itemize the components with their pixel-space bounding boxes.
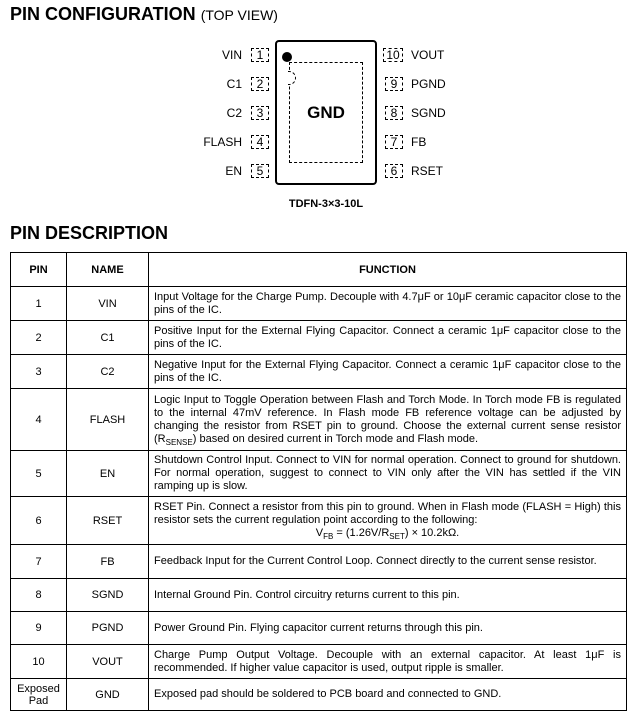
name-cell: C2 (67, 355, 149, 389)
name-cell: RSET (67, 497, 149, 545)
function-text: RSET Pin. Connect a resistor from this pin to ground. When in Flash mode (FLASH = High) this resistor sets the current regulation point according to the following: (154, 501, 621, 526)
name-cell: SGND (67, 579, 149, 612)
pin-configuration-title (10, 4, 278, 25)
pin-configuration-subtitle: (TOP VIEW) (200, 7, 278, 23)
table-row (11, 497, 627, 545)
pin-cell: 10 (11, 645, 67, 679)
pin-cell: 2 (11, 321, 67, 355)
name-cell: FLASH (67, 389, 149, 451)
function-subscript: SENSE (165, 437, 193, 447)
table-row (11, 679, 627, 711)
name-cell: VIN (67, 287, 149, 321)
pin-name-c2: C2 (226, 106, 242, 120)
eq-part-a: V (315, 527, 324, 539)
table-row (11, 321, 627, 355)
pin-name-flash: FLASH (203, 135, 242, 149)
pin-box-4: 4 (251, 135, 269, 149)
table-row (11, 451, 627, 497)
pin-box-5: 5 (251, 164, 269, 178)
eq-part-c: ) × 10.2kΩ. (404, 527, 460, 539)
function-cell: Input Voltage for the Charge Pump. Decouple with 4.7μF or 10μF ceramic capacitor close to the pins of the IC. (149, 287, 627, 321)
pin-name-fb: FB (411, 135, 427, 149)
pin-box-2: 2 (251, 77, 269, 91)
pin-cell: 9 (11, 612, 67, 645)
table-row (11, 389, 627, 451)
eq-sub-fb: FB (323, 532, 334, 542)
name-cell: VOUT (67, 645, 149, 679)
eq-part-b: = (1.26V/R (333, 527, 390, 539)
exposed-pad-label: GND (307, 103, 345, 122)
function-cell: Shutdown Control Input. Connect to VIN for normal operation. Connect to ground for shutdown. For normal operation, suggest to connect to VIN only after the VIN has settled if the VIN ramping up is slow. (149, 451, 627, 497)
pin-cell: 7 (11, 545, 67, 579)
name-cell: PGND (67, 612, 149, 645)
function-cell: Internal Ground Pin. Control circuitry returns current to this pin. (149, 579, 627, 612)
function-cell: Negative Input for the External Flying Capacitor. Connect a ceramic 1μF capacitor close to the pins of the IC. (149, 355, 627, 389)
pin-name-c1: C1 (226, 77, 242, 91)
exposed-pad (289, 62, 363, 163)
pin-name-vout: VOUT (411, 48, 445, 62)
function-cell (149, 389, 627, 451)
function-cell: Exposed pad should be soldered to PCB board and connected to GND. (149, 679, 627, 711)
package-diagram (0, 40, 636, 220)
table-header-row (11, 253, 627, 287)
pin-configuration-heading: PIN CONFIGURATION (10, 4, 196, 24)
function-cell: Feedback Input for the Current Control Loop. Connect directly to the current sense resistor. (149, 545, 627, 579)
header-function: FUNCTION (149, 253, 627, 287)
package-body (275, 40, 377, 185)
name-cell: C1 (67, 321, 149, 355)
table-row (11, 287, 627, 321)
name-cell: FB (67, 545, 149, 579)
package-caption: TDFN-3×3-10L (288, 198, 364, 210)
pin-box-10: 10 (383, 48, 403, 62)
pin-cell: 3 (11, 355, 67, 389)
pin-description-title: PIN DESCRIPTION (10, 223, 169, 243)
header-pin: PIN (11, 253, 67, 287)
pin-cell: 5 (11, 451, 67, 497)
table-row (11, 645, 627, 679)
pin-box-6: 6 (385, 164, 403, 178)
pin1-indicator-dot (282, 52, 292, 62)
header-name: NAME (67, 253, 149, 287)
pin-name-en: EN (225, 164, 242, 178)
eq-sub-set: SET (389, 532, 405, 542)
function-cell: Positive Input for the External Flying Capacitor. Connect a ceramic 1μF capacitor close to the pins of the IC. (149, 321, 627, 355)
pin-name-pgnd: PGND (411, 77, 446, 91)
pin-description-table (10, 252, 627, 711)
rset-equation (154, 527, 621, 540)
function-cell: Charge Pump Output Voltage. Decouple with an external capacitor. At least 1μF is recommended. If higher value capacitor is used, output ripple is smaller. (149, 645, 627, 679)
table-row (11, 612, 627, 645)
pin-box-3: 3 (251, 106, 269, 120)
pin-name-sgnd: SGND (411, 106, 446, 120)
pin-cell: 6 (11, 497, 67, 545)
pad-notch (288, 71, 296, 85)
pin-cell: Exposed Pad (11, 679, 67, 711)
pin-box-7: 7 (385, 135, 403, 149)
function-cell: Power Ground Pin. Flying capacitor current returns through this pin. (149, 612, 627, 645)
pin-box-9: 9 (385, 77, 403, 91)
function-text-b: ) based on desired current in Torch mode and Flash mode. (192, 432, 479, 445)
pin-name-rset: RSET (411, 164, 444, 178)
table-row (11, 579, 627, 612)
pin-cell: 1 (11, 287, 67, 321)
function-text-a: Logic Input to Toggle Operation between Flash and Torch Mode. In Torch mode FB is regulated to the internal 47mV reference. In Flash mode FB reference voltage can be adjusted by changing the resistor from RSET pin to ground. Choose the external current sense resistor (R (154, 393, 621, 445)
pin-box-8: 8 (385, 106, 403, 120)
pin-cell: 4 (11, 389, 67, 451)
pin-cell: 8 (11, 579, 67, 612)
table-row (11, 545, 627, 579)
pin-name-vin: VIN (221, 48, 242, 62)
name-cell: GND (67, 679, 149, 711)
name-cell: EN (67, 451, 149, 497)
table-row (11, 355, 627, 389)
pin-box-1: 1 (251, 48, 269, 62)
function-cell (149, 497, 627, 545)
